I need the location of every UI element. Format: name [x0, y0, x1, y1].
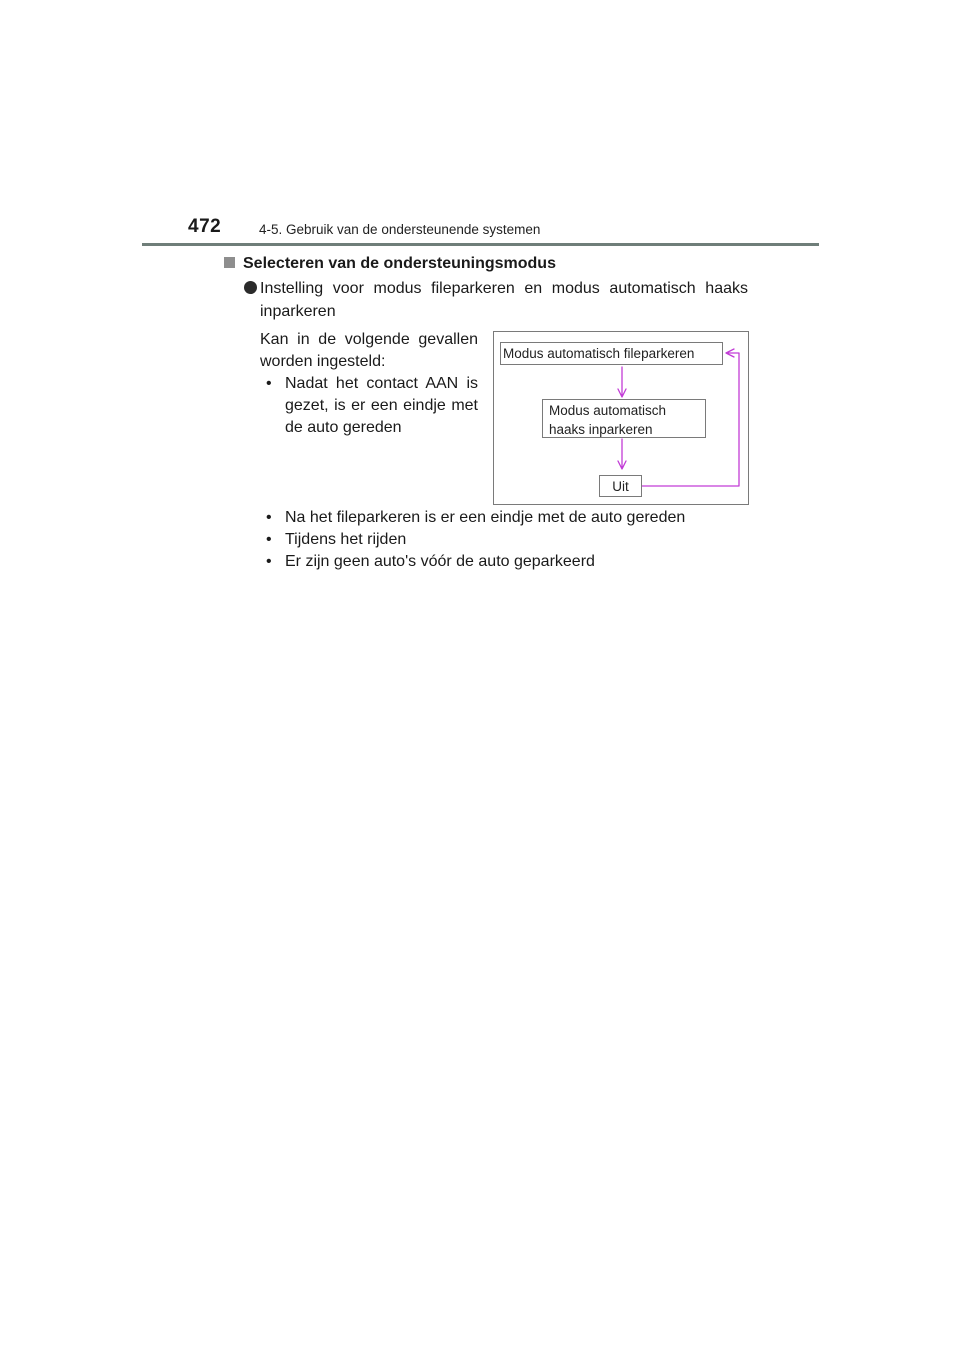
arrow-box2-to-box3	[618, 439, 626, 469]
bullet-item	[244, 277, 748, 323]
condition-bullet: •	[266, 531, 272, 548]
condition-text: Na het fileparkeren is er een eindje met de auto gereden	[285, 509, 686, 526]
condition-bullet: •	[266, 509, 272, 526]
mode-box-parallel	[500, 342, 723, 365]
mode-box-perpendicular-line2: haaks inparkeren	[549, 422, 653, 437]
mode-box-perpendicular-line1: Modus automatisch	[549, 403, 667, 418]
arrow-box1-to-box2	[618, 367, 626, 397]
condition-item	[266, 551, 746, 573]
subheading	[224, 255, 556, 273]
condition-text: Nadat het contact AAN is gezet, is er een eindje met de auto gereden	[285, 375, 478, 436]
condition-item	[266, 373, 478, 439]
mode-box-parallel-label: Modus automatisch fileparkeren	[503, 346, 695, 361]
condition-bullet: •	[266, 375, 272, 392]
intro-paragraph	[260, 329, 478, 373]
square-bullet-icon	[224, 257, 235, 268]
condition-item	[266, 529, 746, 551]
mode-box-off-label: Uit	[612, 479, 629, 494]
section-title: 4-5. Gebruik van de ondersteunende systemen	[259, 222, 541, 237]
mode-cycle-diagram	[493, 331, 749, 505]
header-divider	[142, 243, 819, 246]
condition-bullet: •	[266, 553, 272, 570]
mode-box-off	[599, 475, 642, 497]
page-number: 472	[188, 216, 222, 237]
bullet-text: Instelling voor modus fileparkeren en modus automatisch haaks inparkeren	[260, 280, 748, 320]
subheading-text: Selecteren van de ondersteuningsmodus	[243, 255, 556, 272]
mode-box-perpendicular	[542, 399, 706, 438]
condition-text: Er zijn geen auto's vóór de auto geparkeerd	[285, 553, 595, 570]
circle-bullet-icon	[244, 281, 257, 294]
condition-item	[266, 507, 746, 529]
intro-text: Kan in de volgende gevallen worden ingesteld:	[260, 331, 478, 370]
condition-text: Tijdens het rijden	[285, 531, 407, 548]
